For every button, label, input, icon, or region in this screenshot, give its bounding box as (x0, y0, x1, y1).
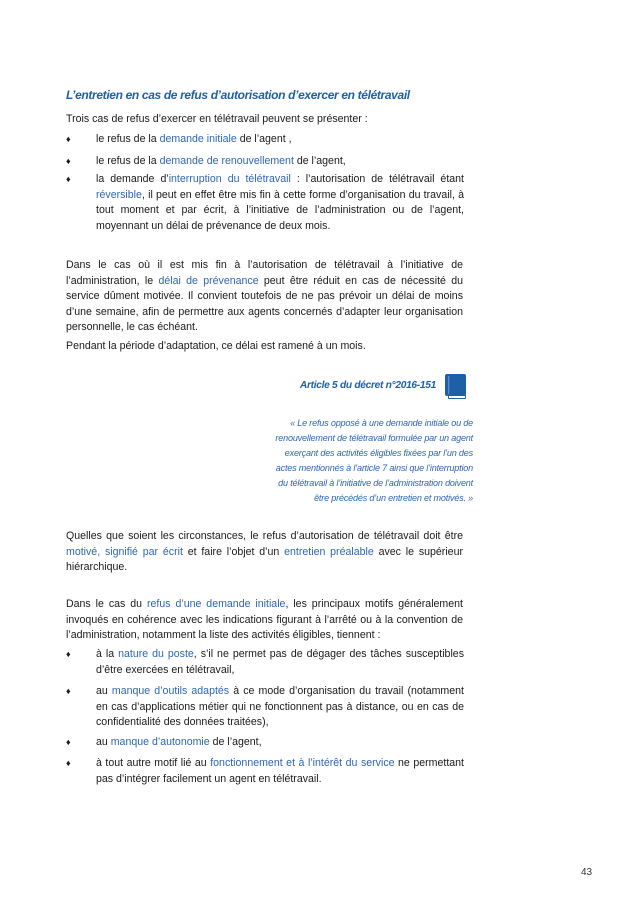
paragraph-circonstances: Quelles que soient les circonstances, le refus d’autorisation de télétravail doit être motivé, signifié par écrit et faire l’objet d’un entretien préalable avec le supérieur hiérarchique. (66, 530, 463, 573)
list-item-motif-4: ♦ à tout autre motif lié au fonctionnement et à l’intérêt du service ne permettant pas d’intégrer facilement un agent en télétravail. (66, 757, 464, 785)
highlight-term: nature du poste (118, 648, 194, 660)
diamond-bullet-icon: ♦ (66, 134, 71, 144)
highlight-term: délai de prévenance (158, 274, 259, 287)
decree-quote: « Le refus opposé à une demande initiale ou de renouvellement de télétravail formulée par un agent exerçant des activités éligibles fixées par l’un des actes mentionnés à l’article 7 ainsi que l’interruption du télétravail à l’initiative de l’administration doivent être précédés d’un entretien et motivés. » (275, 418, 473, 503)
diamond-bullet-icon: ♦ (66, 649, 71, 659)
paragraph-motifs-intro: Dans le cas du refus d’une demande initiale, les principaux motifs généralement invoqués en cohérence avec les indications figurant à l’arrêté ou à la convention de l’administration, notamment la liste des activités éligibles, tiennent : (66, 598, 463, 641)
list-item-motif-2: ♦ au manque d’outils adaptés à ce mode d’organisation du travail (notamment en cas d’applications métier qui ne fonctionnent pas à distance, ou en cas de confidentialité des données traitées), (66, 685, 464, 728)
intro-paragraph: Trois cas de refus d’exercer en télétravail peuvent se présenter : (66, 113, 368, 125)
list-item-motif-3: ♦ au manque d’autonomie de l’agent, (66, 735, 464, 751)
highlight-term: manque d’autonomie (110, 736, 210, 748)
highlight-term: demande initiale (159, 133, 237, 145)
list-item-case-1: ♦ le refus de la demande initiale de l’agent , (66, 132, 464, 148)
paragraph-adaptation: Pendant la période d’adaptation, ce délai est ramené à un mois. (66, 340, 366, 352)
highlight-term: manque d’outils adaptés (111, 685, 230, 697)
list-item-case-2: ♦ le refus de la demande de renouvellement de l’agent, (66, 154, 464, 170)
highlight-term: motivé, signifié par écrit (66, 545, 183, 558)
highlight-term: demande de renouvellement (159, 155, 294, 167)
page-number: 43 (581, 867, 593, 878)
diamond-bullet-icon: ♦ (66, 686, 71, 696)
section-heading: L’entretien en cas de refus d’autorisation d’exercer en télétravail (66, 88, 410, 102)
highlight-term: interruption du télétravail (168, 173, 291, 185)
diamond-bullet-icon: ♦ (66, 758, 71, 768)
list-item-motif-1: ♦ à la nature du poste, s’il ne permet pas de dégager des tâches susceptibles d’être exercées en télétravail, (66, 648, 464, 676)
diamond-bullet-icon: ♦ (66, 174, 71, 184)
diamond-bullet-icon: ♦ (66, 737, 71, 747)
highlight-term: réversible (96, 188, 142, 201)
book-icon (444, 374, 468, 400)
article-reference: Article 5 du décret n°2016-151 (299, 380, 436, 391)
diamond-bullet-icon: ♦ (66, 156, 71, 166)
highlight-term: entretien préalable (284, 545, 374, 558)
highlight-term: fonctionnement et à l’intérêt du service (210, 757, 395, 769)
paragraph-delai: Dans le cas où il est mis fin à l’autorisation de télétravail à l’initiative de l’administration, le délai de prévenance peut être réduit en cas de nécessité du service dûment motivée. Il convient toutefois de ne pas prévoir un délai de moins d’une semaine, afin de permettre aux agents concernés d’adapter leur organisation personnelle, le cas échéant. (66, 259, 463, 333)
highlight-term: refus d’une demande initiale (146, 598, 286, 610)
list-item-case-3: ♦ la demande d’interruption du télétravail : l’autorisation de télétravail étant réversible, il peut en effet être mis fin à cette forme d’organisation du travail, à tout moment et par écrit, à l’initiative de l’administration ou de l’agent, moyennant un délai de prévenance de deux mois. (66, 173, 464, 232)
